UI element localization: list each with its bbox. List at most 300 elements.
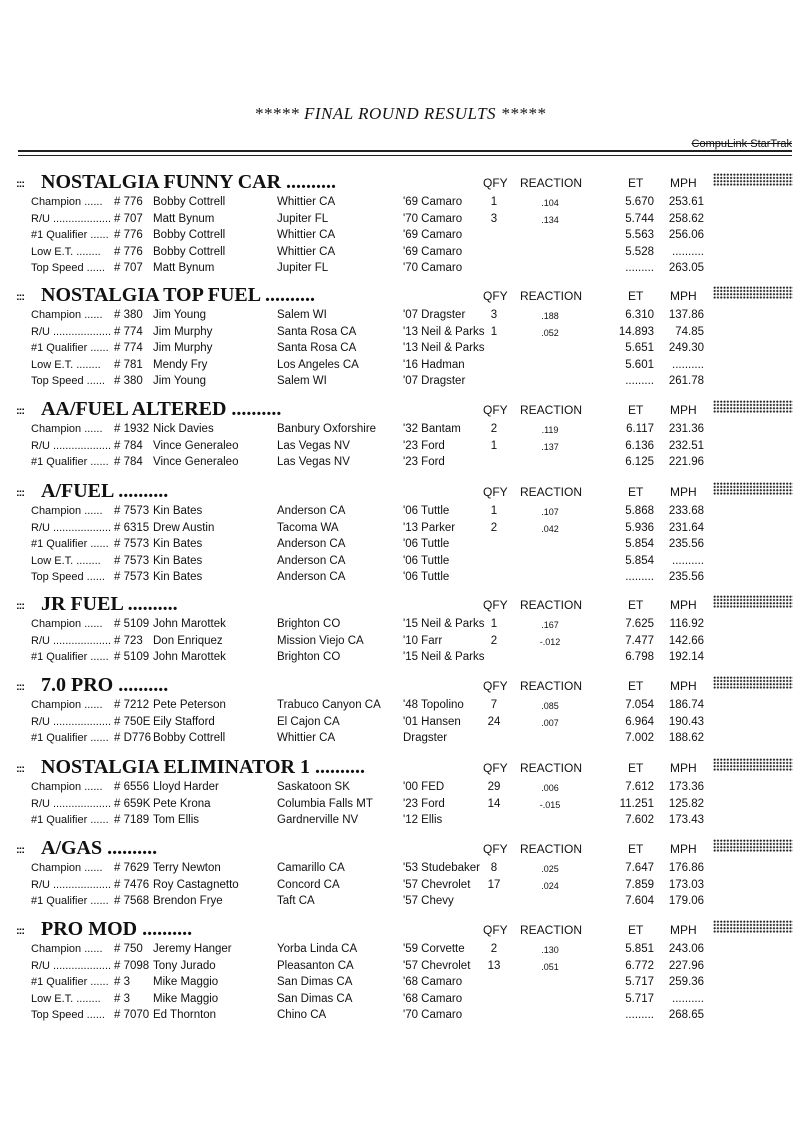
car-model: '53 Studebaker: [403, 862, 481, 874]
section-header: [0, 837, 800, 861]
elapsed-time: 7.602: [625, 814, 654, 826]
reaction-time: .134: [541, 214, 559, 225]
car-number: # 707: [114, 212, 143, 225]
elapsed-time: 6.125: [625, 456, 654, 468]
row-label: R/U ...................: [31, 325, 112, 338]
result-row: [0, 554, 800, 571]
et-header: ET: [628, 598, 644, 612]
hometown: Banbury Oxforshire: [277, 423, 377, 435]
row-label: R/U ...................: [31, 439, 112, 452]
mph-header: MPH: [670, 842, 697, 856]
hometown: Trabuco Canyon CA: [277, 699, 381, 711]
speed-mph: 142.66: [668, 634, 704, 647]
car-number: # 776: [114, 196, 143, 208]
car-number: # 1932: [114, 423, 150, 435]
dot-pattern-decoration: [713, 482, 793, 495]
car-model: '23 Ford: [403, 439, 445, 452]
speed-mph: 261.78: [668, 375, 704, 387]
speed-mph: 221.96: [668, 456, 704, 468]
driver-name: Pete Peterson: [153, 699, 226, 711]
speed-mph: 173.43: [668, 814, 704, 826]
qualifying-position: 2: [490, 423, 498, 435]
hometown: San Dimas CA: [277, 992, 353, 1005]
car-model: '70 Camaro: [403, 262, 463, 274]
reaction-time: .052: [541, 327, 559, 338]
qualifying-position: 8: [490, 862, 498, 874]
reaction-time: .104: [541, 198, 559, 208]
elapsed-time: 6.136: [625, 439, 654, 452]
driver-name: Ed Thornton: [153, 1009, 217, 1021]
driver-name: Jeremy Hanger: [153, 943, 232, 955]
car-number: # 7070: [114, 1009, 150, 1021]
driver-name: Tom Ellis: [153, 814, 200, 826]
results-section: [0, 756, 800, 830]
result-row: [0, 439, 800, 456]
hometown: San Dimas CA: [277, 976, 353, 988]
hometown: Whittier CA: [277, 245, 336, 258]
section-title: JR FUEL ..........: [41, 593, 178, 615]
car-model: '00 FED: [403, 781, 445, 793]
car-model: '06 Tuttle: [403, 538, 450, 550]
qfy-header: QFY: [483, 761, 508, 775]
hometown: Concord CA: [277, 878, 340, 891]
row-label: R/U ...................: [31, 212, 112, 225]
elapsed-time: .........: [625, 571, 654, 583]
elapsed-time: 7.477: [625, 634, 654, 647]
hometown: Santa Rosa CA: [277, 342, 357, 354]
row-label: #1 Qualifier ......: [31, 456, 109, 468]
car-number: # 784: [114, 439, 143, 452]
hometown: Chino CA: [277, 1009, 327, 1021]
car-model: '15 Neil & Parks: [403, 651, 485, 663]
car-number: # 7098: [114, 959, 150, 972]
result-row: [0, 521, 800, 538]
elapsed-time: 14.893: [618, 325, 654, 338]
qualifying-position: 7: [490, 699, 498, 711]
driver-name: Terry Newton: [153, 862, 221, 874]
car-model: '59 Corvette: [403, 943, 465, 955]
section-title: PRO MOD ..........: [41, 918, 193, 940]
reaction-header: REACTION: [520, 679, 583, 693]
speed-mph: 74.85: [675, 325, 704, 338]
mph-header: MPH: [670, 403, 697, 417]
car-model: '69 Camaro: [403, 229, 463, 241]
row-label: Champion ......: [31, 862, 103, 874]
hometown: Las Vegas NV: [277, 456, 350, 468]
reaction-header: REACTION: [520, 761, 583, 775]
qfy-header: QFY: [483, 403, 508, 417]
driver-name: Bobby Cottrell: [153, 196, 226, 208]
car-number: # 7573: [114, 538, 150, 550]
section-marker: :::: [16, 763, 24, 775]
row-label: #1 Qualifier ......: [31, 976, 109, 988]
hometown: Yorba Linda CA: [277, 943, 358, 955]
qfy-header: QFY: [483, 923, 508, 937]
row-label: Champion ......: [31, 618, 103, 630]
car-number: # 659K: [114, 797, 151, 810]
qfy-header: QFY: [483, 842, 508, 856]
driver-name: John Marottek: [153, 618, 226, 630]
row-label: Low E.T. ........: [31, 992, 101, 1005]
row-label: Top Speed ......: [31, 375, 105, 387]
driver-name: Jim Murphy: [153, 325, 213, 338]
result-row: [0, 861, 800, 878]
result-row: [0, 570, 800, 587]
elapsed-time: 5.670: [625, 196, 654, 208]
result-row: [0, 992, 800, 1009]
reaction-time: .024: [541, 880, 559, 891]
car-number: # 6556: [114, 781, 150, 793]
row-label: Top Speed ......: [31, 571, 105, 583]
result-row: [0, 358, 800, 375]
section-marker: :::: [16, 487, 24, 499]
reaction-header: REACTION: [520, 598, 583, 612]
driver-name: Lloyd Harder: [153, 781, 219, 793]
result-row: [0, 245, 800, 262]
hometown: Saskatoon SK: [277, 781, 350, 793]
reaction-header: REACTION: [520, 842, 583, 856]
driver-name: Mendy Fry: [153, 358, 208, 371]
car-model: Dragster: [403, 732, 448, 744]
dot-pattern-decoration: [713, 400, 793, 413]
car-number: # 7568: [114, 895, 150, 907]
section-marker: :::: [16, 600, 24, 612]
car-model: '01 Hansen: [403, 715, 461, 728]
car-model: '15 Neil & Parks: [403, 618, 485, 630]
qualifying-position: 1: [490, 439, 498, 452]
driver-name: Jim Young: [153, 309, 207, 321]
section-title: NOSTALGIA ELIMINATOR 1 ..........: [41, 756, 365, 778]
result-row: [0, 422, 800, 439]
qfy-header: QFY: [483, 598, 508, 612]
mph-header: MPH: [670, 679, 697, 693]
car-number: # 776: [114, 245, 143, 258]
row-label: Champion ......: [31, 505, 103, 517]
car-model: '06 Tuttle: [403, 571, 450, 583]
qualifying-position: 3: [490, 212, 498, 225]
header-divider-thin: [18, 155, 792, 156]
qualifying-position: 2: [490, 634, 498, 647]
speed-mph: ..........: [672, 992, 704, 1005]
driver-name: Matt Bynum: [153, 212, 215, 225]
speed-mph: 259.36: [668, 976, 704, 988]
car-model: '13 Neil & Parks: [403, 325, 485, 338]
reaction-time: -.012: [539, 636, 561, 647]
car-number: # 380: [114, 309, 143, 321]
car-model: '07 Dragster: [403, 375, 466, 387]
qualifying-position: 1: [490, 618, 498, 630]
hometown: Brighton CO: [277, 618, 341, 630]
result-row: [0, 341, 800, 358]
elapsed-time: 5.601: [625, 358, 654, 371]
elapsed-time: 6.798: [625, 651, 654, 663]
reaction-time: .130: [541, 945, 559, 955]
elapsed-time: 7.604: [625, 895, 654, 907]
car-model: '10 Farr: [403, 634, 443, 647]
row-label: #1 Qualifier ......: [31, 538, 109, 550]
elapsed-time: 5.854: [625, 538, 654, 550]
car-model: '13 Parker: [403, 521, 456, 534]
result-row: [0, 504, 800, 521]
qfy-header: QFY: [483, 485, 508, 499]
speed-mph: 227.96: [668, 959, 704, 972]
reaction-time: -.015: [539, 799, 561, 810]
driver-name: Kin Bates: [153, 571, 203, 583]
reaction-time: .025: [541, 864, 559, 874]
speed-mph: 173.36: [668, 781, 704, 793]
reaction-header: REACTION: [520, 176, 583, 190]
result-row: [0, 634, 800, 651]
section-header: [0, 756, 800, 780]
elapsed-time: 6.117: [626, 423, 654, 435]
result-row: [0, 715, 800, 732]
qfy-header: QFY: [483, 679, 508, 693]
hometown: Whittier CA: [277, 732, 336, 744]
elapsed-time: 5.744: [625, 212, 654, 225]
results-section: [0, 398, 800, 472]
hometown: Whittier CA: [277, 229, 336, 241]
hometown: Anderson CA: [277, 554, 346, 567]
hometown: Brighton CO: [277, 651, 341, 663]
qualifying-position: 13: [487, 959, 501, 972]
speed-mph: 249.30: [668, 342, 704, 354]
row-label: R/U ...................: [31, 521, 112, 534]
result-row: [0, 813, 800, 830]
elapsed-time: 5.854: [625, 554, 654, 567]
elapsed-time: 6.310: [625, 309, 654, 321]
mph-header: MPH: [670, 485, 697, 499]
elapsed-time: 5.717: [625, 992, 654, 1005]
dot-pattern-decoration: [713, 839, 793, 852]
et-header: ET: [628, 679, 644, 693]
results-section: [0, 171, 800, 278]
speed-mph: 173.03: [668, 878, 704, 891]
elapsed-time: 7.625: [625, 618, 654, 630]
driver-name: Roy Castagnetto: [153, 878, 239, 891]
et-header: ET: [628, 485, 644, 499]
dot-pattern-decoration: [713, 595, 793, 608]
hometown: Taft CA: [277, 895, 315, 907]
speed-mph: 253.61: [668, 196, 704, 208]
elapsed-time: 7.647: [625, 862, 654, 874]
car-model: '57 Chevrolet: [403, 878, 471, 891]
header-divider: [18, 150, 792, 152]
result-row: [0, 1008, 800, 1025]
result-row: [0, 698, 800, 715]
car-number: # D776: [114, 732, 152, 744]
results-section: [0, 674, 800, 748]
reaction-header: REACTION: [520, 923, 583, 937]
row-label: Low E.T. ........: [31, 554, 101, 567]
car-model: '70 Camaro: [403, 1009, 463, 1021]
section-header: [0, 284, 800, 308]
elapsed-time: .........: [625, 1009, 654, 1021]
car-number: # 774: [114, 342, 143, 354]
section-marker: :::: [16, 844, 24, 856]
car-number: # 3: [114, 976, 130, 988]
elapsed-time: 7.612: [625, 781, 654, 793]
qualifying-position: 29: [487, 781, 501, 793]
dot-pattern-decoration: [713, 286, 793, 299]
mph-header: MPH: [670, 761, 697, 775]
speed-mph: ..........: [672, 358, 704, 371]
elapsed-time: 6.964: [625, 715, 654, 728]
qualifying-position: 2: [490, 943, 498, 955]
section-marker: :::: [16, 681, 24, 693]
elapsed-time: 5.936: [625, 521, 654, 534]
driver-name: Kin Bates: [153, 538, 203, 550]
result-row: [0, 894, 800, 911]
section-header: [0, 480, 800, 504]
reaction-time: .119: [541, 425, 559, 435]
driver-name: Tony Jurado: [153, 959, 216, 972]
driver-name: Kin Bates: [153, 505, 203, 517]
qualifying-position: 3: [490, 309, 498, 321]
results-section: [0, 837, 800, 911]
page-title: ***** FINAL ROUND RESULTS *****: [254, 104, 546, 123]
car-number: # 7573: [114, 571, 150, 583]
row-label: R/U ...................: [31, 715, 112, 728]
hometown: Santa Rosa CA: [277, 325, 357, 338]
speed-mph: 116.92: [669, 618, 704, 630]
car-number: # 750: [114, 943, 143, 955]
elapsed-time: 5.528: [625, 245, 654, 258]
section-title: A/GAS ..........: [41, 837, 158, 859]
elapsed-time: 7.859: [625, 878, 654, 891]
result-row: [0, 195, 800, 212]
car-model: '16 Hadman: [403, 358, 465, 371]
car-model: '13 Neil & Parks: [403, 342, 485, 354]
driver-name: Eily Stafford: [153, 715, 215, 728]
section-header: [0, 918, 800, 942]
row-label: Top Speed ......: [31, 262, 105, 274]
reaction-time: .085: [541, 701, 559, 711]
car-model: '69 Camaro: [403, 245, 463, 258]
hometown: Anderson CA: [277, 571, 346, 583]
hometown: Columbia Falls MT: [277, 797, 373, 810]
car-number: # 781: [114, 358, 143, 371]
row-label: R/U ...................: [31, 878, 112, 891]
elapsed-time: 5.651: [625, 342, 654, 354]
et-header: ET: [628, 842, 644, 856]
reaction-time: .107: [541, 507, 559, 517]
results-section: [0, 480, 800, 587]
section-title: NOSTALGIA FUNNY CAR ..........: [41, 171, 337, 193]
driver-name: Jim Murphy: [153, 342, 213, 354]
result-row: [0, 325, 800, 342]
qualifying-position: 2: [490, 521, 498, 534]
row-label: Champion ......: [31, 699, 103, 711]
reaction-time: .051: [541, 961, 559, 972]
hometown: Tacoma WA: [277, 521, 339, 534]
driver-name: Vince Generaleo: [153, 439, 239, 452]
car-model: '68 Camaro: [403, 976, 463, 988]
row-label: Champion ......: [31, 943, 103, 955]
mph-header: MPH: [670, 923, 697, 937]
car-model: '07 Dragster: [403, 309, 466, 321]
reaction-time: .188: [541, 311, 559, 321]
elapsed-time: 5.563: [625, 229, 654, 241]
qualifying-position: 1: [490, 196, 498, 208]
result-row: [0, 780, 800, 797]
result-row: [0, 942, 800, 959]
driver-name: Drew Austin: [153, 521, 215, 534]
qfy-header: QFY: [483, 176, 508, 190]
hometown: Jupiter FL: [277, 262, 329, 274]
result-row: [0, 212, 800, 229]
section-title: A/FUEL ..........: [41, 480, 169, 502]
car-number: # 6315: [114, 521, 150, 534]
elapsed-time: 11.251: [619, 797, 654, 810]
car-model: '70 Camaro: [403, 212, 463, 225]
et-header: ET: [628, 403, 644, 417]
speed-mph: 235.56: [668, 538, 704, 550]
car-number: # 750E: [114, 715, 151, 728]
driver-name: Jim Young: [153, 375, 207, 387]
row-label: Low E.T. ........: [31, 245, 101, 258]
car-model: '06 Tuttle: [403, 554, 450, 567]
driver-name: Bobby Cottrell: [153, 229, 226, 241]
reaction-time: .137: [541, 441, 559, 452]
hometown: Whittier CA: [277, 196, 336, 208]
speed-mph: 232.51: [668, 439, 704, 452]
car-number: # 5109: [114, 651, 150, 663]
section-title: 7.0 PRO ..........: [41, 674, 169, 696]
driver-name: Brendon Frye: [153, 895, 223, 907]
speed-mph: 231.36: [668, 423, 704, 435]
driver-name: Kin Bates: [153, 554, 203, 567]
car-model: '57 Chevy: [403, 895, 454, 907]
et-header: ET: [628, 176, 644, 190]
et-header: ET: [628, 923, 644, 937]
driver-name: Mike Maggio: [153, 976, 219, 988]
result-row: [0, 228, 800, 245]
car-number: # 774: [114, 325, 143, 338]
car-model: '06 Tuttle: [403, 505, 450, 517]
speed-mph: 233.68: [668, 505, 704, 517]
elapsed-time: 6.772: [625, 959, 654, 972]
result-row: [0, 261, 800, 278]
hometown: Pleasanton CA: [277, 959, 354, 972]
driver-name: Bobby Cottrell: [153, 732, 226, 744]
row-label: Champion ......: [31, 196, 103, 208]
speed-mph: 256.06: [668, 229, 704, 241]
hometown: Camarillo CA: [277, 862, 345, 874]
car-model: '23 Ford: [403, 456, 445, 468]
hometown: Los Angeles CA: [277, 358, 359, 371]
car-number: # 7629: [114, 862, 150, 874]
result-row: [0, 455, 800, 472]
mph-header: MPH: [670, 598, 697, 612]
section-header: [0, 171, 800, 195]
section-header: [0, 674, 800, 698]
result-row: [0, 959, 800, 976]
speed-mph: 243.06: [668, 943, 704, 955]
car-model: '48 Topolino: [403, 699, 464, 711]
results-section: [0, 593, 800, 667]
result-row: [0, 308, 800, 325]
brand-label: CompuLink StarTrak: [691, 138, 792, 150]
qualifying-position: 17: [487, 878, 501, 891]
reaction-header: REACTION: [520, 485, 583, 499]
dot-pattern-decoration: [713, 758, 793, 771]
speed-mph: 125.82: [668, 797, 704, 810]
reaction-header: REACTION: [520, 289, 583, 303]
driver-name: Mike Maggio: [153, 992, 219, 1005]
mph-header: MPH: [670, 176, 697, 190]
et-header: ET: [628, 289, 644, 303]
row-label: Top Speed ......: [31, 1009, 105, 1021]
